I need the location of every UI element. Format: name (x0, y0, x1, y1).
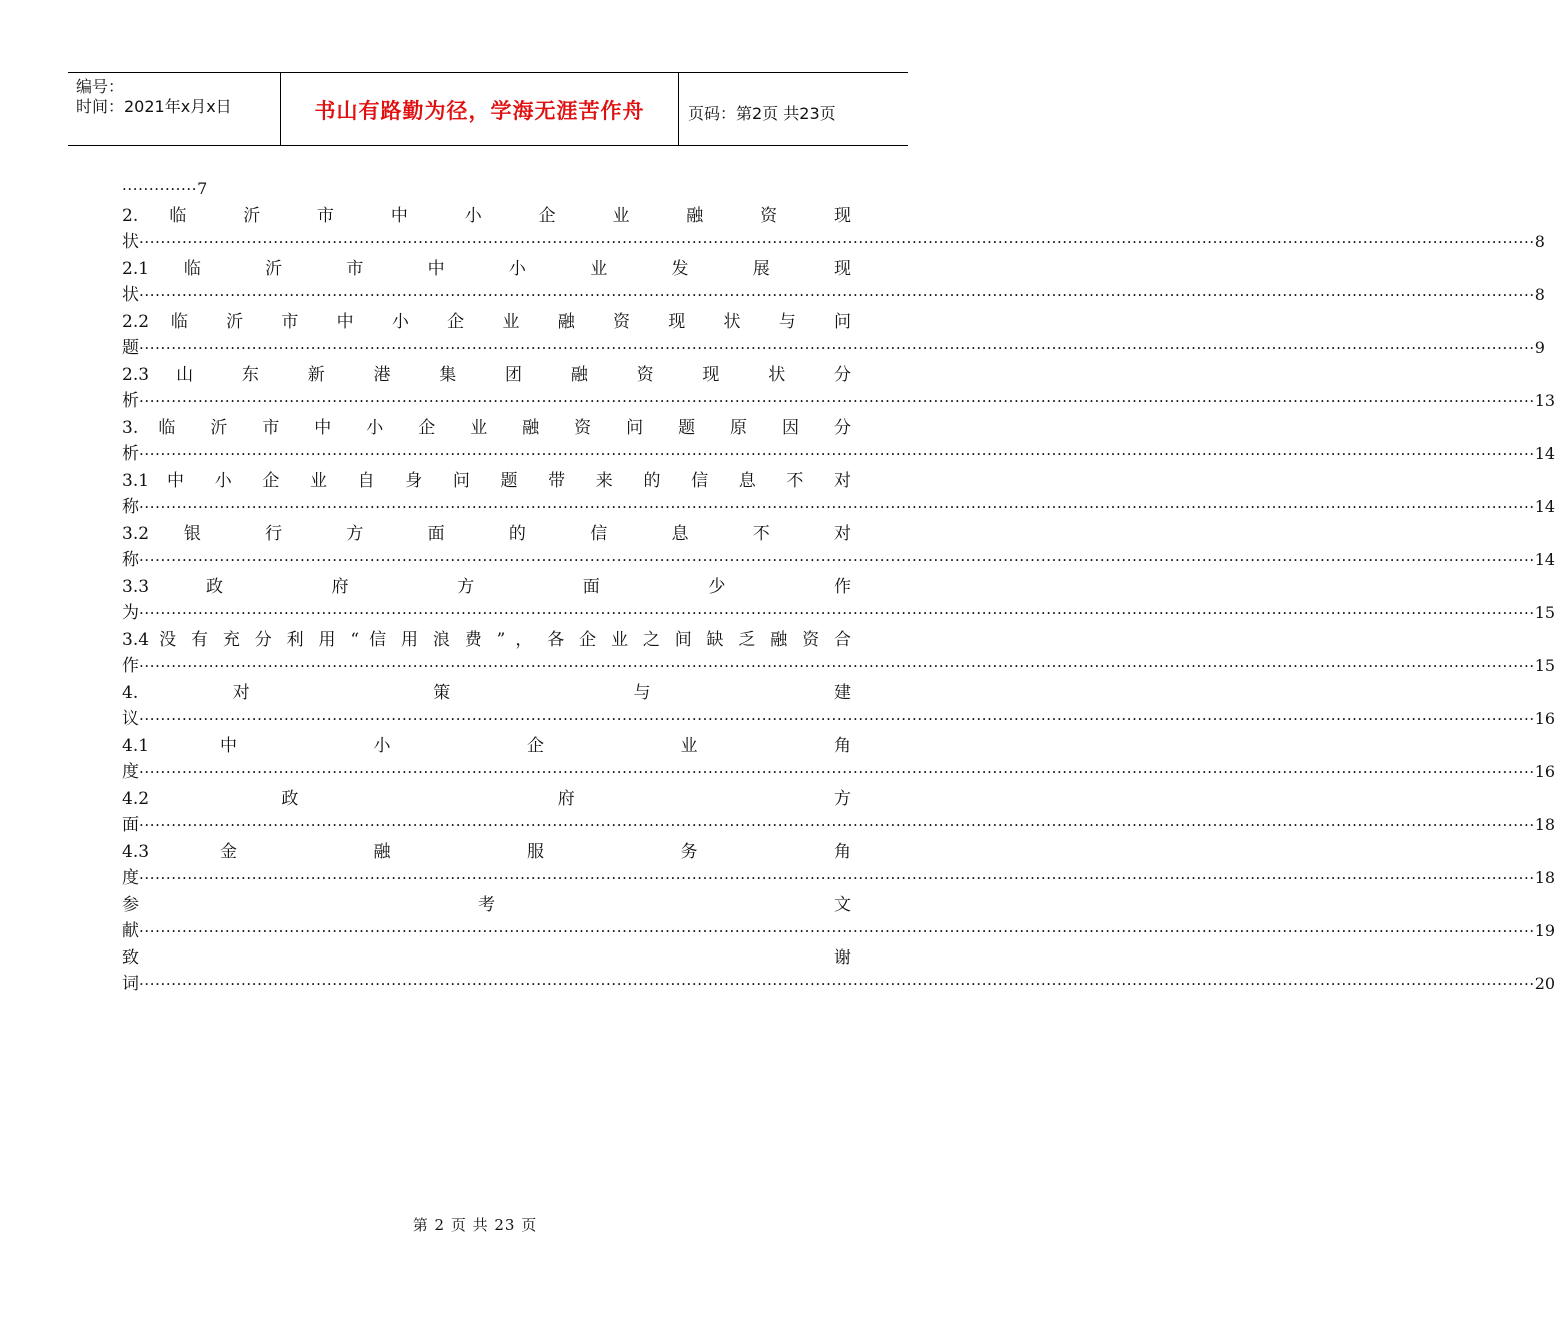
toc-entry-leader (122, 176, 851, 203)
toc-entry-leader (122, 812, 1555, 839)
toc-entry[interactable] (122, 680, 1555, 733)
toc-entry[interactable] (122, 468, 1555, 521)
toc-page-number: 15 (1534, 656, 1555, 675)
document-header (68, 72, 908, 146)
header-page-info: 页码：第2页 共23页 (688, 104, 836, 123)
dot-leader: ···································································································································································································································································· (139, 392, 1535, 410)
toc-entry[interactable] (122, 733, 1555, 786)
dot-leader: ···································································································································································································································································· (139, 922, 1535, 940)
header-meta (76, 77, 232, 117)
toc-entry-leader (122, 865, 1555, 892)
toc-entry-title-tail: 析 (122, 444, 139, 464)
toc-entry-title-tail: 称 (122, 550, 139, 570)
toc-entry[interactable] (122, 786, 1555, 839)
toc-entry[interactable] (122, 203, 1545, 256)
toc-entry-title: 2.3 山 东 新 港 集 团 融 资 现 状 分 (122, 364, 851, 385)
toc-entry-title: 2.2 临 沂 市 中 小 企 业 融 资 现 状 与 问 (122, 311, 851, 332)
serial-label: 编号： (76, 77, 125, 96)
toc-entry-title-tail: 称 (122, 497, 139, 517)
toc-entry-title-tail: 题 (122, 338, 139, 358)
toc-entry-title-tail: 度 (122, 868, 139, 888)
toc-entry-title: 4. 对 策 与 建 (122, 682, 851, 703)
toc-entry-title: 3.4 没 有 充 分 利 用 “ 信 用 浪 费 ” ， 各 企 业 之 间 缺 乏 融 资 合 (122, 629, 851, 650)
toc-page-number: 9 (1534, 338, 1545, 357)
toc-entry[interactable] (122, 892, 1555, 945)
dot-leader: ·············· (122, 180, 198, 198)
toc-page-number: 18 (1534, 868, 1555, 887)
dot-leader: ···································································································································································································································································· (139, 657, 1535, 675)
header-divider (678, 73, 679, 145)
dot-leader: ···································································································································································································································································· (139, 816, 1535, 834)
dot-leader: ···································································································································································································································································· (139, 498, 1535, 516)
time-label: 时间：2021年x月x日 (76, 97, 232, 116)
toc-page-number: 14 (1534, 444, 1555, 463)
toc-page-number: 16 (1534, 762, 1555, 781)
toc-page-number: 13 (1534, 391, 1555, 410)
dot-leader: ···································································································································································································································································· (139, 339, 1535, 357)
toc-entry-leader (122, 706, 1555, 733)
toc-entry-leader (122, 282, 1545, 309)
table-of-contents (122, 176, 1555, 998)
dot-leader: ···································································································································································································································································· (139, 604, 1535, 622)
toc-entry-title-tail: 献 (122, 921, 139, 941)
toc-entry[interactable] (122, 574, 1555, 627)
toc-entry[interactable] (122, 839, 1555, 892)
toc-entry-leader (122, 918, 1555, 945)
toc-page-number: 16 (1534, 709, 1555, 728)
toc-entry-leader (122, 600, 1555, 627)
dot-leader: ···································································································································································································································································· (139, 710, 1535, 728)
toc-entry-leader (122, 441, 1555, 468)
toc-entry-title-tail: 面 (122, 815, 139, 835)
toc-entry[interactable] (122, 521, 1555, 574)
toc-entry-title: 4.3 金 融 服 务 角 (122, 841, 851, 862)
toc-entry-leader (122, 971, 1555, 998)
toc-entry-title: 2. 临 沂 市 中 小 企 业 融 资 现 (122, 205, 851, 226)
toc-entry-title: 致 谢 (122, 947, 851, 968)
toc-entry-leader (122, 759, 1555, 786)
dot-leader: ···································································································································································································································································· (139, 233, 1535, 251)
dot-leader: ···································································································································································································································································· (139, 286, 1535, 304)
toc-page-number: 8 (1534, 232, 1545, 251)
toc-entry[interactable] (122, 176, 851, 203)
toc-page-number: 19 (1534, 921, 1555, 940)
toc-page-number: 20 (1534, 974, 1555, 993)
toc-entry[interactable] (122, 945, 1555, 998)
toc-entry-leader (122, 494, 1555, 521)
toc-entry[interactable] (122, 309, 1545, 362)
toc-entry-title-tail: 状 (122, 232, 139, 252)
toc-entry-title: 3.1 中 小 企 业 自 身 问 题 带 来 的 信 息 不 对 (122, 470, 851, 491)
dot-leader: ···································································································································································································································································· (139, 763, 1535, 781)
toc-entry-title-tail: 状 (122, 285, 139, 305)
toc-entry-leader (122, 653, 1555, 680)
toc-entry-leader (122, 335, 1545, 362)
toc-page-number: 7 (197, 179, 208, 198)
toc-entry-title-tail: 析 (122, 391, 139, 411)
toc-entry-leader (122, 388, 1555, 415)
toc-page-number: 14 (1534, 497, 1555, 516)
toc-entry-title-tail: 度 (122, 762, 139, 782)
toc-page-number: 15 (1534, 603, 1555, 622)
toc-entry-title-tail: 词 (122, 974, 139, 994)
toc-entry-leader (122, 229, 1545, 256)
page-footer: 第 2 页 共 23 页 (412, 1216, 538, 1234)
toc-entry-title: 4.2 政 府 方 (122, 788, 851, 809)
dot-leader: ···································································································································································································································································· (139, 551, 1535, 569)
toc-entry[interactable] (122, 627, 1555, 680)
toc-entry-title-tail: 作 (122, 656, 139, 676)
toc-page-number: 14 (1534, 550, 1555, 569)
toc-entry-title: 3. 临 沂 市 中 小 企 业 融 资 问 题 原 因 分 (122, 417, 851, 438)
toc-entry-title: 参 考 文 (122, 894, 851, 915)
toc-entry-leader (122, 547, 1555, 574)
toc-entry-title: 3.2 银 行 方 面 的 信 息 不 对 (122, 523, 851, 544)
toc-entry-title: 3.3 政 府 方 面 少 作 (122, 576, 851, 597)
dot-leader: ···································································································································································································································································· (139, 869, 1535, 887)
toc-entry-title: 4.1 中 小 企 业 角 (122, 735, 851, 756)
toc-entry[interactable] (122, 256, 1545, 309)
toc-entry-title-tail: 议 (122, 709, 139, 729)
toc-entry[interactable] (122, 415, 1555, 468)
toc-entry-title: 2.1 临 沂 市 中 小 业 发 展 现 (122, 258, 851, 279)
toc-page-number: 8 (1534, 285, 1545, 304)
toc-entry-title-tail: 为 (122, 603, 139, 623)
dot-leader: ···································································································································································································································································· (139, 445, 1535, 463)
toc-entry[interactable] (122, 362, 1555, 415)
header-motto: 书山有路勤为径，学海无涯苦作舟 (314, 99, 645, 123)
dot-leader: ···································································································································································································································································· (139, 975, 1535, 993)
toc-page-number: 18 (1534, 815, 1555, 834)
